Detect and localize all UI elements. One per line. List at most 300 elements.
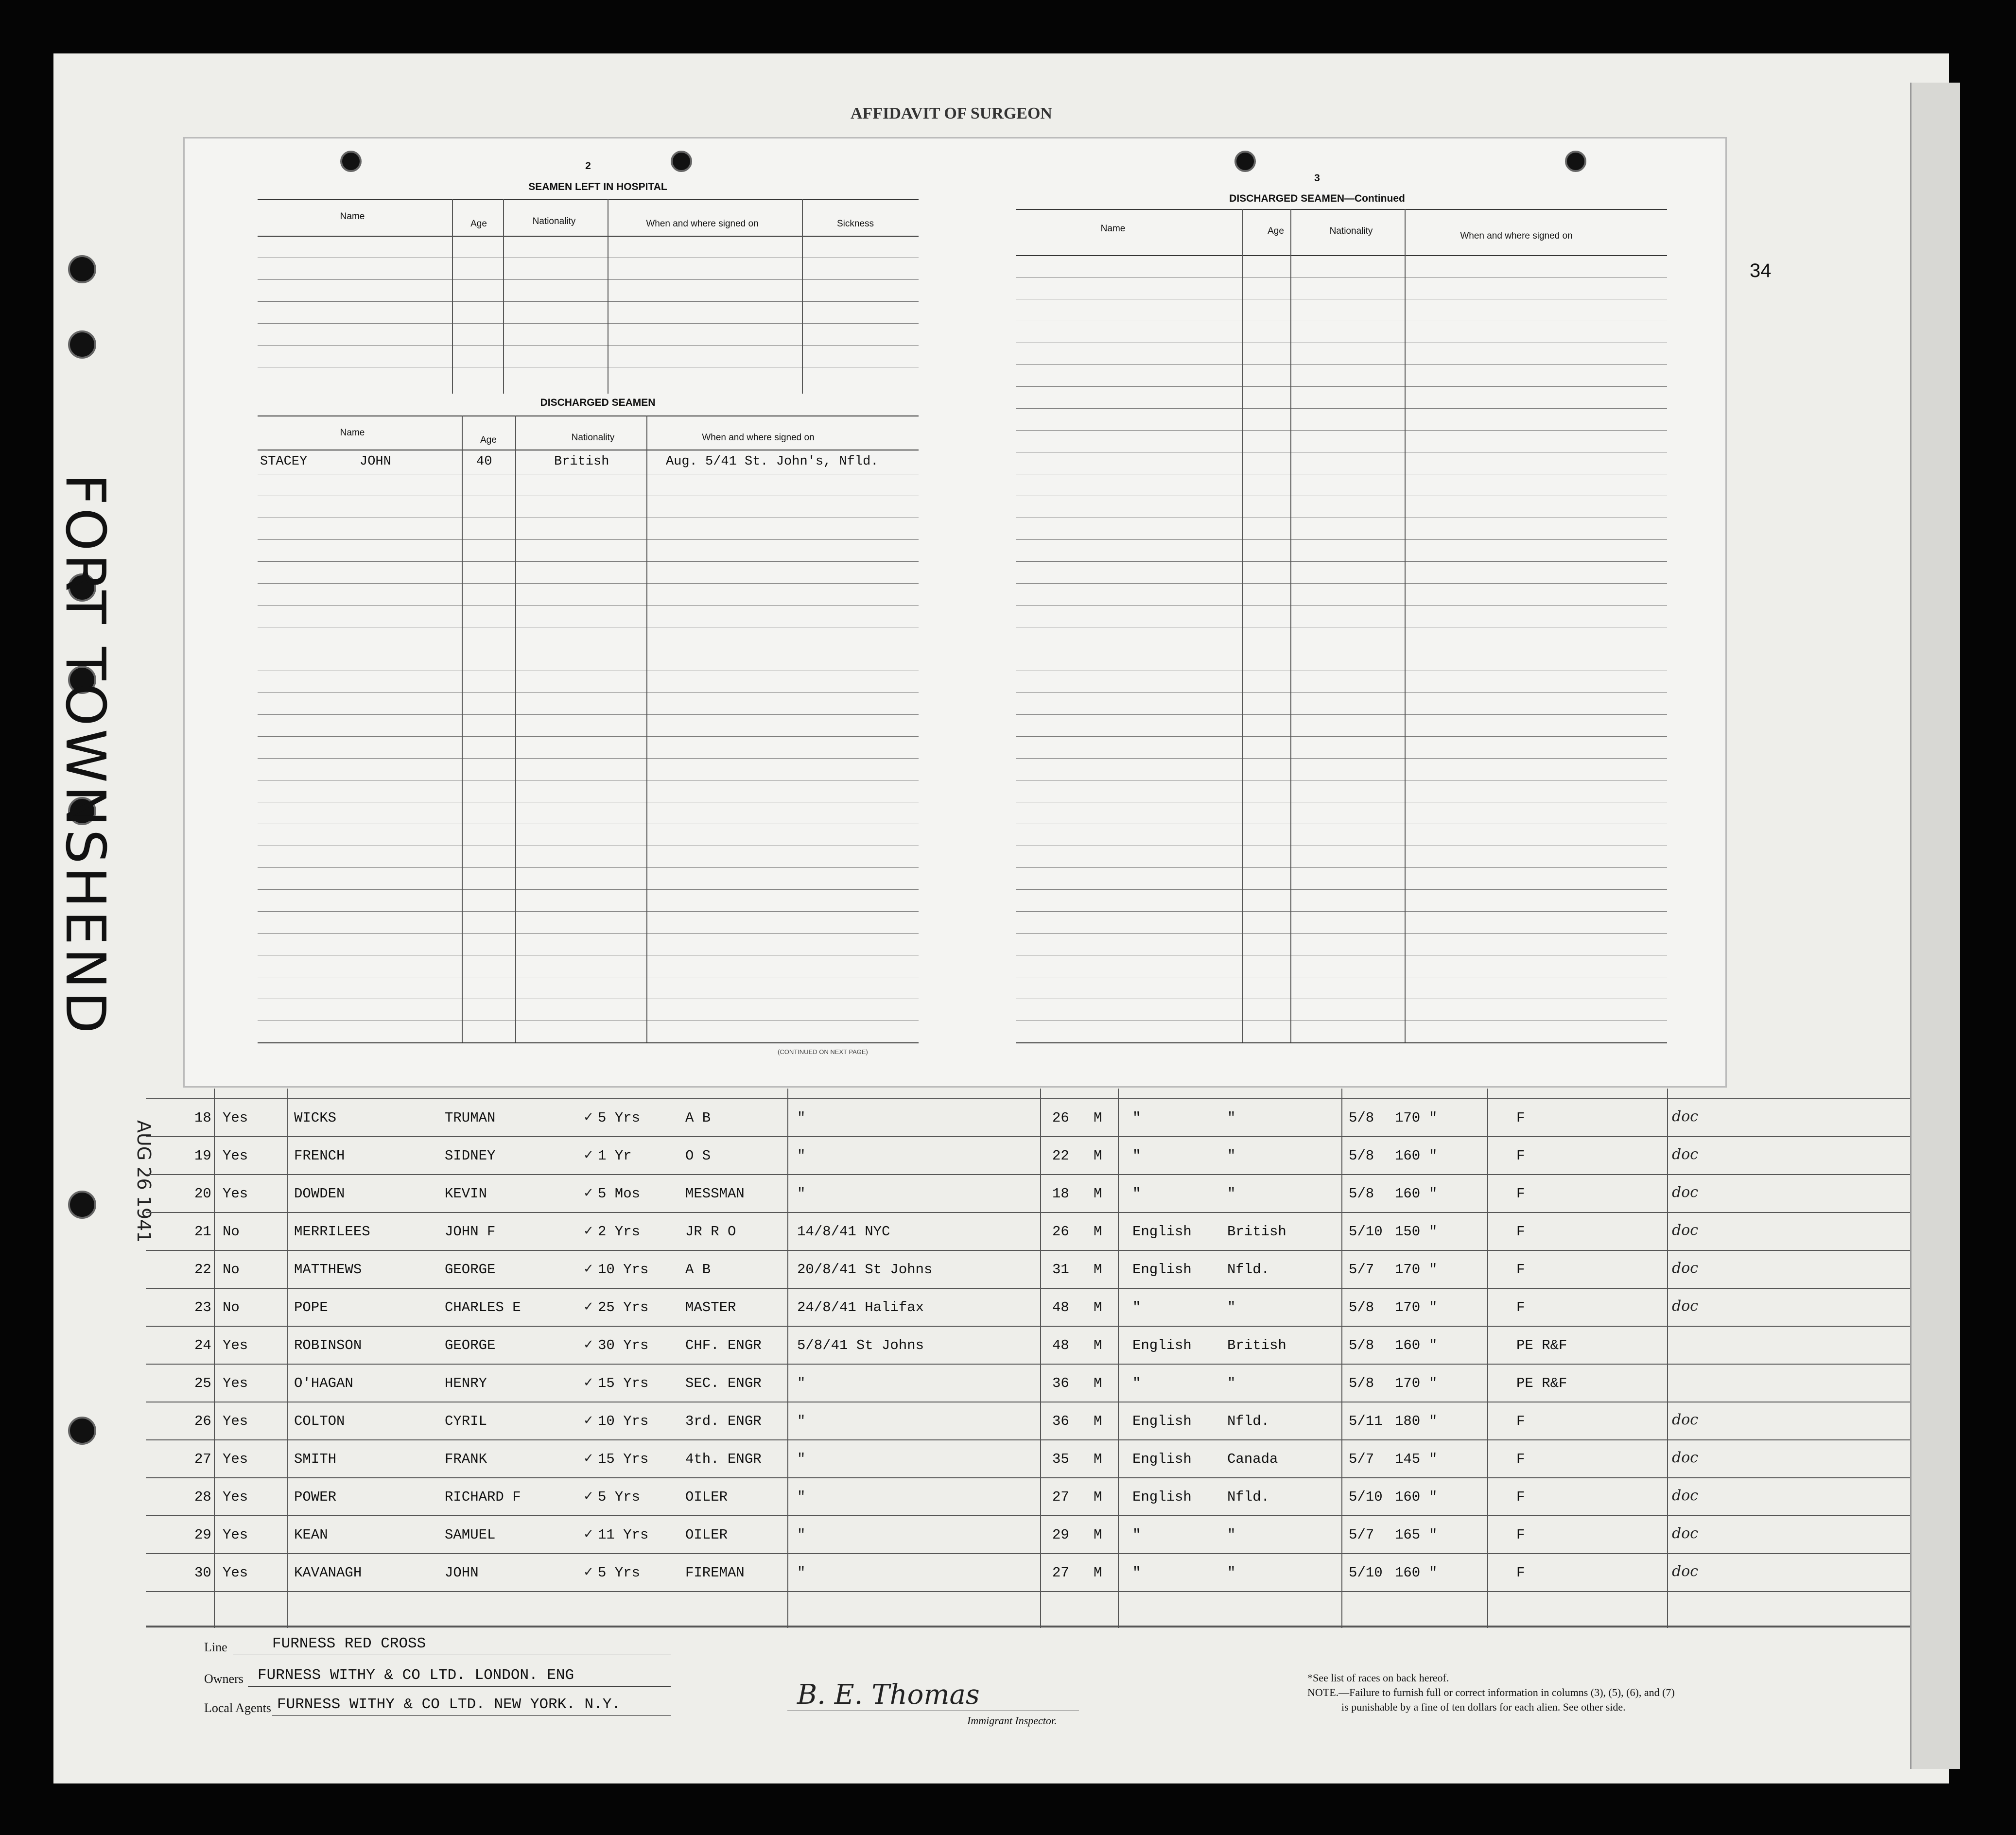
cell-nationality: "	[1227, 1110, 1236, 1126]
cell-height: 5/10	[1349, 1224, 1383, 1240]
form-row	[1016, 561, 1667, 562]
col-rule	[214, 1089, 215, 1628]
col-age: Age	[470, 219, 487, 229]
check-mark-icon: ✓	[583, 1148, 594, 1162]
cell-nationality: British	[1227, 1337, 1286, 1353]
cell-given-name: SIDNEY	[445, 1148, 496, 1164]
cell-height: 5/8	[1349, 1375, 1374, 1391]
cell-leftnum-cell: 19	[194, 1148, 211, 1164]
cell-age: 27	[1052, 1565, 1069, 1581]
col-nationality: Nationality	[532, 216, 576, 226]
cell-position: JR R O	[685, 1224, 736, 1240]
fine-note-cont: is punishable by a fine of ten dollars for each alien. See other side.	[1341, 1701, 1626, 1713]
form-row	[258, 714, 919, 715]
cell-signed-on: "	[797, 1148, 806, 1164]
cell-nationality: "	[1227, 1299, 1236, 1316]
cell-years-service: 15 Yrs	[598, 1375, 649, 1391]
cell-nationality: "	[1227, 1375, 1236, 1391]
cell-col15: "	[1429, 1262, 1438, 1278]
row-rule	[146, 1212, 1910, 1213]
cell-given-name: GEORGE	[445, 1262, 496, 1278]
row-rule	[146, 1326, 1910, 1327]
rule	[248, 1686, 671, 1687]
cell-leftnum-cell: 18	[194, 1110, 211, 1126]
cell-col15: "	[1429, 1413, 1438, 1429]
cell-age: 22	[1052, 1148, 1069, 1164]
form-row	[258, 605, 919, 606]
cell-inspector-mark: doc	[1672, 1298, 1699, 1315]
cell-able-seaman: Yes	[223, 1527, 248, 1543]
col-divider	[503, 199, 504, 394]
col-rule	[1487, 1089, 1488, 1628]
inspector-signature: B. E. Thomas	[797, 1679, 980, 1711]
cell-height: 5/7	[1349, 1527, 1374, 1543]
cell-height: 5/8	[1349, 1148, 1374, 1164]
cell-nationality: "	[1227, 1186, 1236, 1202]
cell-position: FIREMAN	[685, 1565, 745, 1581]
form-row	[258, 867, 919, 868]
cell-sex: M	[1094, 1413, 1102, 1429]
cell-sex: M	[1094, 1262, 1102, 1278]
row-rule	[146, 1553, 1910, 1554]
cell-signed-on: "	[797, 1451, 806, 1467]
cell-inspector-mark: doc	[1672, 1525, 1699, 1542]
form-row	[1016, 386, 1667, 387]
check-mark-icon: ✓	[583, 1489, 594, 1504]
cell-nationality: Canada	[1227, 1451, 1278, 1467]
cell-able-seaman: No	[223, 1262, 240, 1278]
cell-race: English	[1132, 1413, 1192, 1429]
cell-inspector-mark: doc	[1672, 1563, 1699, 1580]
cell-years-service: 2 Yrs	[598, 1224, 641, 1240]
check-mark-icon: ✓	[583, 1224, 594, 1238]
cell-col15: "	[1429, 1527, 1438, 1543]
cell-years-service: 15 Yrs	[598, 1451, 649, 1467]
cell-leftnum-cell: 27	[194, 1451, 211, 1467]
cell-weight: 160	[1395, 1489, 1421, 1505]
cell-inspector-mark: doc	[1672, 1108, 1699, 1125]
rule	[1016, 209, 1667, 210]
form-row	[1016, 758, 1667, 759]
cell-able-seaman: Yes	[223, 1148, 248, 1164]
check-mark-icon: ✓	[583, 1527, 594, 1541]
discharged-seamen-form	[185, 138, 1725, 1086]
local-agents-value: FURNESS WITHY & CO LTD. NEW YORK. N.Y.	[277, 1696, 621, 1713]
row-rule	[146, 1250, 1910, 1251]
continued-label: (CONTINUED ON NEXT PAGE)	[778, 1048, 868, 1056]
cell-col16: PE R&F	[1516, 1375, 1567, 1391]
races-note: *See list of races on back hereof.	[1307, 1672, 1449, 1684]
cell-age: 18	[1052, 1186, 1069, 1202]
cell-age: 36	[1052, 1375, 1069, 1391]
form-row	[258, 301, 919, 302]
cell-col16: F	[1516, 1224, 1525, 1240]
cell-age: 26	[1052, 1224, 1069, 1240]
form-row	[1016, 605, 1667, 606]
cell-col16: F	[1516, 1451, 1525, 1467]
col-name: Name	[340, 428, 365, 438]
col-age: Age	[1268, 226, 1284, 236]
cell-race: "	[1132, 1110, 1141, 1126]
cell-surname: KEAN	[294, 1527, 328, 1543]
form-row	[258, 911, 919, 912]
rule	[1016, 255, 1667, 256]
cell-race: English	[1132, 1489, 1192, 1505]
cell-given-name: CYRIL	[445, 1413, 487, 1429]
rule	[258, 415, 919, 416]
cell-leftnum-cell: 20	[194, 1186, 211, 1202]
form-row	[258, 323, 919, 324]
cell-surname: MERRILEES	[294, 1224, 370, 1240]
cell-given-name: FRANK	[445, 1451, 487, 1467]
cell-age: 29	[1052, 1527, 1069, 1543]
cell-sex: M	[1094, 1148, 1102, 1164]
form-row	[1016, 430, 1667, 431]
cell-sex: M	[1094, 1451, 1102, 1467]
cell-position: SEC. ENGR	[685, 1375, 762, 1391]
cell-col15: "	[1429, 1375, 1438, 1391]
column-number: 3	[1314, 173, 1320, 184]
cell-surname: FRENCH	[294, 1148, 345, 1164]
cell-leftnum-cell: 26	[194, 1413, 211, 1429]
cell-race: English	[1132, 1451, 1192, 1467]
cell-surname: WICKS	[294, 1110, 337, 1126]
form-row	[258, 736, 919, 737]
discharged-signed-on: Aug. 5/41 St. John's, Nfld.	[666, 454, 879, 469]
cell-weight: 180	[1395, 1413, 1421, 1429]
row-rule	[146, 1098, 1910, 1099]
cell-race: English	[1132, 1337, 1192, 1353]
cell-nationality: Nfld.	[1227, 1262, 1270, 1278]
owners-label: Owners	[204, 1672, 243, 1686]
col-rule	[1040, 1089, 1041, 1628]
cell-able-seaman: Yes	[223, 1565, 248, 1581]
cell-col16: F	[1516, 1489, 1525, 1505]
cell-inspector-mark: doc	[1672, 1449, 1699, 1466]
cell-sex: M	[1094, 1186, 1102, 1202]
cell-col15: "	[1429, 1451, 1438, 1467]
form-row	[258, 561, 919, 562]
row-rule	[146, 1364, 1910, 1365]
check-mark-icon: ✓	[583, 1451, 594, 1466]
form-row	[1016, 692, 1667, 693]
cell-col16: F	[1516, 1110, 1525, 1126]
vessel-name-stamp: FORT TOWNSHEND	[53, 474, 117, 1037]
line-label: Line	[204, 1640, 227, 1654]
cell-nationality: "	[1227, 1148, 1236, 1164]
cell-able-seaman: Yes	[223, 1186, 248, 1202]
cell-weight: 165	[1395, 1527, 1421, 1543]
rule	[258, 236, 919, 237]
affidavit-title: AFFIDAVIT OF SURGEON	[851, 104, 1052, 122]
form-row	[1016, 889, 1667, 890]
check-mark-icon: ✓	[583, 1262, 594, 1276]
cell-leftnum-cell: 22	[194, 1262, 211, 1278]
cell-signed-on: 24/8/41 Halifax	[797, 1299, 924, 1316]
cell-age: 48	[1052, 1337, 1069, 1353]
cell-sex: M	[1094, 1565, 1102, 1581]
cell-weight: 170	[1395, 1110, 1421, 1126]
cell-able-seaman: Yes	[223, 1413, 248, 1429]
cell-sex: M	[1094, 1224, 1102, 1240]
cell-nationality: Nfld.	[1227, 1413, 1270, 1429]
cell-signed-on: "	[797, 1565, 806, 1581]
discharged-surname: STACEY	[260, 454, 308, 469]
owners-value: FURNESS WITHY & CO LTD. LONDON. ENG	[258, 1667, 574, 1684]
cell-col16: F	[1516, 1565, 1525, 1581]
cell-inspector-mark: doc	[1672, 1260, 1699, 1277]
cell-col15: "	[1429, 1565, 1438, 1581]
form-row	[1016, 714, 1667, 715]
col-divider	[462, 415, 463, 1042]
form-row	[258, 692, 919, 693]
cell-signed-on: "	[797, 1527, 806, 1543]
cell-surname: MATTHEWS	[294, 1262, 362, 1278]
cell-surname: SMITH	[294, 1451, 337, 1467]
cell-able-seaman: No	[223, 1299, 240, 1316]
cell-able-seaman: Yes	[223, 1375, 248, 1391]
cell-position: MESSMAN	[685, 1186, 745, 1202]
cell-surname: KAVANAGH	[294, 1565, 362, 1581]
cell-race: English	[1132, 1262, 1192, 1278]
cell-inspector-mark: doc	[1672, 1411, 1699, 1428]
cell-inspector-mark: doc	[1672, 1487, 1699, 1504]
cell-col15: "	[1429, 1186, 1438, 1202]
check-mark-icon: ✓	[583, 1337, 594, 1352]
cell-sex: M	[1094, 1375, 1102, 1391]
rule	[258, 199, 919, 200]
cell-years-service: 5 Yrs	[598, 1489, 641, 1505]
cell-surname: POPE	[294, 1299, 328, 1316]
cell-given-name: TRUMAN	[445, 1110, 496, 1126]
row-rule	[146, 1515, 1910, 1516]
cell-position: CHF. ENGR	[685, 1337, 762, 1353]
punch-hole-icon	[68, 1191, 96, 1219]
col-name: Name	[340, 211, 365, 222]
cell-weight: 145	[1395, 1451, 1421, 1467]
cell-col15: "	[1429, 1148, 1438, 1164]
form-row	[1016, 933, 1667, 934]
cell-able-seaman: Yes	[223, 1451, 248, 1467]
cell-race: English	[1132, 1224, 1192, 1240]
cell-race: "	[1132, 1186, 1141, 1202]
check-mark-icon: ✓	[583, 1413, 594, 1428]
form-row	[258, 345, 919, 346]
cell-position: 3rd. ENGR	[685, 1413, 762, 1429]
cell-able-seaman: Yes	[223, 1337, 248, 1353]
cell-height: 5/10	[1349, 1565, 1383, 1581]
inspector-label: Immigrant Inspector.	[967, 1714, 1057, 1727]
cell-age: 27	[1052, 1489, 1069, 1505]
col-sickness: Sickness	[836, 219, 874, 229]
cell-sex: M	[1094, 1110, 1102, 1126]
cell-age: 26	[1052, 1110, 1069, 1126]
check-mark-icon: ✓	[583, 1186, 594, 1200]
cell-signed-on: "	[797, 1375, 806, 1391]
col-divider	[452, 199, 453, 394]
cell-col16: F	[1516, 1413, 1525, 1429]
cell-age: 36	[1052, 1413, 1069, 1429]
cell-signed-on: "	[797, 1413, 806, 1429]
cell-years-service: 30 Yrs	[598, 1337, 649, 1353]
cell-position: O S	[685, 1148, 711, 1164]
cell-surname: ROBINSON	[294, 1337, 362, 1353]
cell-surname: DOWDEN	[294, 1186, 345, 1202]
cell-leftnum-cell: 21	[194, 1224, 211, 1240]
cell-signed-on: "	[797, 1489, 806, 1505]
rule	[1016, 1042, 1667, 1043]
discharged-given-name: JOHN	[360, 454, 391, 469]
page-edge	[1910, 83, 1960, 1769]
cell-given-name: CHARLES E	[445, 1299, 521, 1316]
col-rule	[1341, 1089, 1342, 1628]
discharged-age: 40	[476, 454, 492, 469]
form-row	[258, 758, 919, 759]
cell-able-seaman: No	[223, 1224, 240, 1240]
cell-given-name: SAMUEL	[445, 1527, 496, 1543]
cell-leftnum-cell: 23	[194, 1299, 211, 1316]
check-mark-icon: ✓	[583, 1110, 594, 1125]
form-row	[258, 279, 919, 280]
col-divider	[1242, 209, 1243, 1042]
cell-leftnum-cell: 25	[194, 1375, 211, 1391]
col-nationality: Nationality	[1329, 226, 1373, 236]
cell-signed-on: "	[797, 1186, 806, 1202]
cell-nationality: "	[1227, 1565, 1236, 1581]
check-mark-icon: ✓	[583, 1299, 594, 1314]
cell-given-name: JOHN	[445, 1565, 479, 1581]
col-rule	[1118, 1089, 1119, 1628]
hospital-section-title: SEAMEN LEFT IN HOSPITAL	[528, 181, 667, 192]
cell-leftnum-cell: 28	[194, 1489, 211, 1505]
cell-sex: M	[1094, 1489, 1102, 1505]
cell-nationality: Nfld.	[1227, 1489, 1270, 1505]
check-mark-icon: ✓	[583, 1565, 594, 1579]
check-mark-icon: ✓	[583, 1375, 594, 1390]
cell-weight: 170	[1395, 1375, 1421, 1391]
cell-nationality: "	[1227, 1527, 1236, 1543]
cell-position: 4th. ENGR	[685, 1451, 762, 1467]
cell-years-service: 10 Yrs	[598, 1413, 649, 1429]
cell-position: MASTER	[685, 1299, 736, 1316]
form-row	[258, 583, 919, 584]
col-signed-on: When and where signed on	[646, 219, 759, 229]
cell-race: "	[1132, 1375, 1141, 1391]
col-divider	[515, 415, 516, 1042]
cell-height: 5/11	[1349, 1413, 1383, 1429]
cell-height: 5/10	[1349, 1489, 1383, 1505]
row-rule	[146, 1288, 1910, 1289]
col-age: Age	[480, 435, 497, 445]
cell-col16: F	[1516, 1186, 1525, 1202]
punch-hole-icon	[68, 1417, 96, 1445]
cell-race: "	[1132, 1148, 1141, 1164]
cell-sex: M	[1094, 1337, 1102, 1353]
overlay-right-page	[972, 138, 1725, 1086]
cell-signed-on: 5/8/41 St Johns	[797, 1337, 924, 1353]
col-rule	[1667, 1089, 1668, 1628]
cell-height: 5/7	[1349, 1262, 1374, 1278]
cell-col16: PE R&F	[1516, 1337, 1567, 1353]
cell-leftnum-cell: 24	[194, 1337, 211, 1353]
cell-years-service: 11 Yrs	[598, 1527, 649, 1543]
row-rule	[146, 1591, 1910, 1592]
cell-given-name: KEVIN	[445, 1186, 487, 1202]
cell-height: 5/8	[1349, 1186, 1374, 1202]
punch-hole-icon	[68, 255, 96, 283]
cell-race: "	[1132, 1565, 1141, 1581]
col-nationality: Nationality	[571, 433, 615, 443]
cell-signed-on: 20/8/41 St Johns	[797, 1262, 933, 1278]
rule	[272, 1715, 671, 1716]
form-row	[1016, 911, 1667, 912]
cell-col16: F	[1516, 1299, 1525, 1316]
cell-height: 5/8	[1349, 1110, 1374, 1126]
cell-years-service: 10 Yrs	[598, 1262, 649, 1278]
cell-able-seaman: Yes	[223, 1110, 248, 1126]
column-number: 2	[585, 160, 591, 172]
form-row	[258, 889, 919, 890]
cell-signed-on: 14/8/41 NYC	[797, 1224, 890, 1240]
cell-col15: "	[1429, 1110, 1438, 1126]
form-row	[1016, 736, 1667, 737]
cell-surname: COLTON	[294, 1413, 345, 1429]
cell-nationality: British	[1227, 1224, 1286, 1240]
cell-sex: M	[1094, 1299, 1102, 1316]
cell-leftnum-cell: 29	[194, 1527, 211, 1543]
cell-years-service: 25 Yrs	[598, 1299, 649, 1316]
cell-age: 35	[1052, 1451, 1069, 1467]
discharged-nationality: British	[554, 454, 609, 469]
col-divider	[1290, 209, 1291, 1042]
cell-race: "	[1132, 1299, 1141, 1316]
cell-position: A B	[685, 1262, 711, 1278]
cell-inspector-mark: doc	[1672, 1146, 1699, 1163]
cell-sex: M	[1094, 1527, 1102, 1543]
col-divider	[646, 415, 647, 1042]
discharged-continued-title: DISCHARGED SEAMEN—Continued	[1229, 193, 1405, 204]
cell-col16: F	[1516, 1148, 1525, 1164]
overlay-left-page	[185, 138, 957, 1086]
col-divider	[802, 199, 803, 394]
cell-height: 5/8	[1349, 1299, 1374, 1316]
cell-col15: "	[1429, 1337, 1438, 1353]
cell-position: A B	[685, 1110, 711, 1126]
punch-hole-icon	[68, 330, 96, 359]
cell-given-name: HENRY	[445, 1375, 487, 1391]
cell-years-service: 5 Mos	[598, 1186, 641, 1202]
cell-col16: F	[1516, 1262, 1525, 1278]
cell-col16: F	[1516, 1527, 1525, 1543]
cell-years-service: 1 Yr	[598, 1148, 632, 1164]
page-number: 34	[1750, 260, 1772, 281]
cell-weight: 160	[1395, 1148, 1421, 1164]
cell-col15: "	[1429, 1224, 1438, 1240]
cell-col15: "	[1429, 1489, 1438, 1505]
cell-weight: 160	[1395, 1565, 1421, 1581]
col-name: Name	[1100, 224, 1126, 234]
cell-col15: "	[1429, 1299, 1438, 1316]
form-row	[1016, 408, 1667, 409]
discharged-section-title: DISCHARGED SEAMEN	[540, 397, 656, 408]
cell-age: 31	[1052, 1262, 1069, 1278]
cell-surname: O'HAGAN	[294, 1375, 353, 1391]
col-divider	[1405, 209, 1406, 1042]
cell-weight: 160	[1395, 1337, 1421, 1353]
cell-given-name: RICHARD F	[445, 1489, 521, 1505]
cell-position: OILER	[685, 1489, 728, 1505]
row-rule	[146, 1439, 1910, 1440]
